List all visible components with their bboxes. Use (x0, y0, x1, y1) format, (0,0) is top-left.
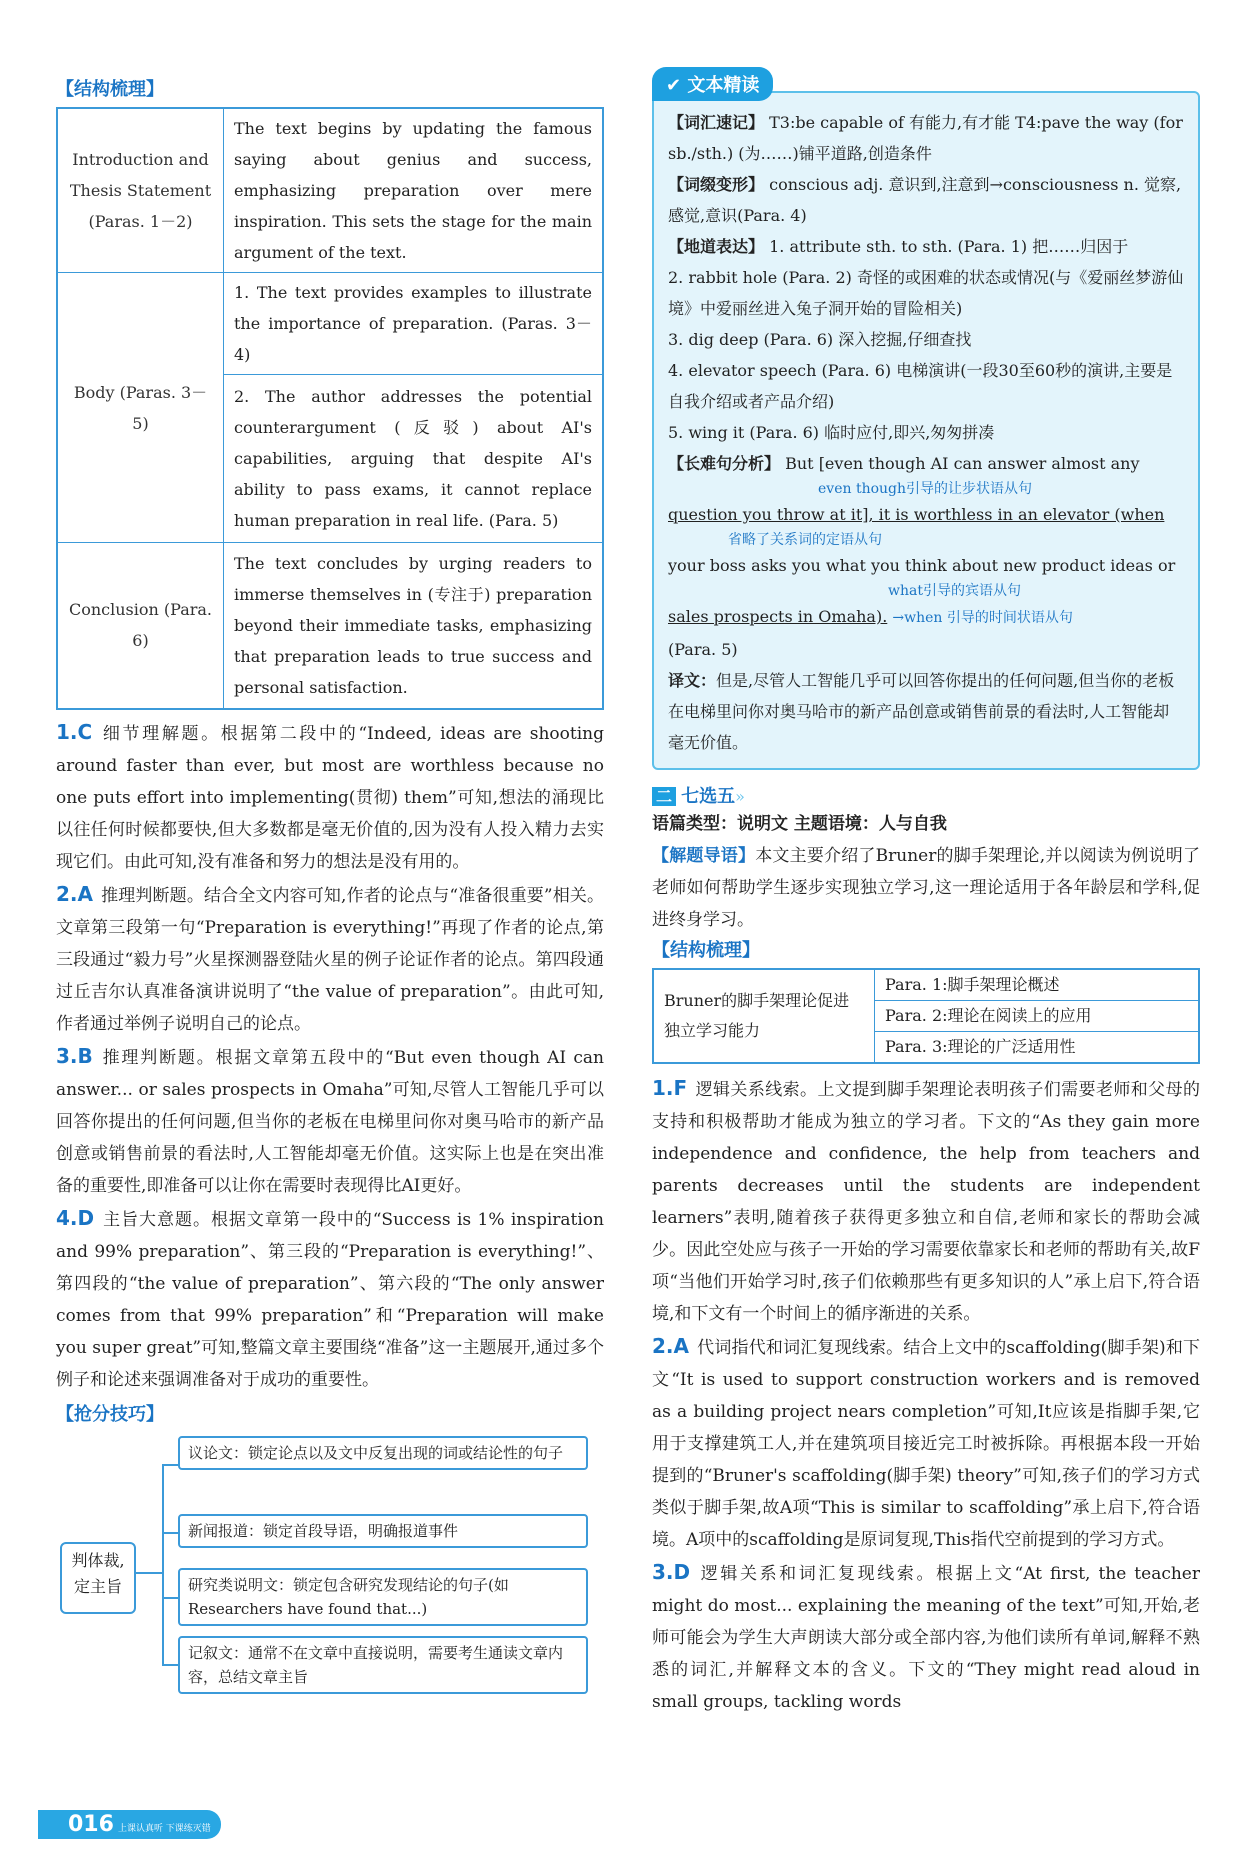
section-cell: Body (Paras. 3－5) (57, 273, 224, 543)
tip-box: 记叙文：通常不在文章中直接说明，需要考生通读文章内容，总结文章主旨 (178, 1636, 588, 1694)
reading-header (652, 67, 773, 101)
answer-number: 1.F (652, 1076, 688, 1100)
guide-text: 本文主要介绍了Bruner的脚手架理论,并以阅读为例说明了老师如何帮助学生逐步实现独立学习,这一理论适用于各年龄层和学科,促进终身学习。 (652, 846, 1200, 930)
answer-text: 逻辑关系和词汇复现线索。根据上文“At first, the teacher might do most... explaining the meaning of the text”可知,开始,老师可能会为学生大声朗读大部分或全部内容,为他们读所有单词,解释不熟悉的词汇,并解释文本的含义。下文的“They might read aloud in small groups, tackling words (652, 1564, 1200, 1712)
page-number-text: 016 (68, 1812, 114, 1837)
table-cell: Para. 3:理论的广泛适用性 (875, 1032, 1200, 1064)
translation-tag: 译文： (668, 671, 717, 690)
deriv-text: conscious adj. 意识到,注意到→consciousness n. 觉察,感觉,意识(Para. 4) (668, 175, 1182, 225)
section-cell: Introduction and Thesis Statement (Paras. 1－2) (57, 108, 224, 273)
table-row (57, 543, 603, 709)
deriv-line (668, 169, 1184, 231)
left-column (56, 75, 604, 1697)
guide-tag: 【解题导语】 (652, 846, 756, 866)
table-row (57, 273, 603, 375)
idiom-item: 2. rabbit hole (Para. 2) 奇怪的或困难的状态或情况(与《爱丽丝梦游仙境》中爱丽丝进入兔子洞开始的冒险相关) (668, 268, 1184, 318)
table-cell: Para. 1:脚手架理论概述 (875, 969, 1200, 1001)
structure-label: 【结构梳理】 (652, 940, 760, 961)
sentence-tag: 【长难句分析】 (668, 454, 781, 473)
sentence-line (668, 448, 1184, 479)
text-cell: 2. The author addresses the potential counterargument (反驳) about AI's capabilities, arguing that despite AI's ability to pass exams, it cannot replace human preparation in real life. (Para. 5) (224, 375, 604, 543)
idiom-line (668, 231, 1184, 262)
tips-root: 判体裁, 定主旨 (60, 1542, 136, 1614)
answer-number: 3.B (56, 1043, 93, 1068)
answer-item (56, 716, 604, 878)
answer-item (652, 1072, 1200, 1330)
vocab-line (668, 107, 1184, 169)
section-cell: Conclusion (Para. 6) (57, 543, 224, 709)
sentence-part: your boss asks you what you think about new product ideas or (668, 556, 1176, 575)
idiom-tag: 【地道表达】 (668, 237, 765, 256)
idiom-item: 4. elevator speech (Para. 6) 电梯演讲(一段30至60秒的演讲,主要是自我介绍或者产品介绍) (668, 361, 1173, 411)
table-row (653, 969, 1199, 1001)
answer-text: 推理判断题。结合全文内容可知,作者的论点与“准备很重要”相关。文章第三段第一句“Preparation is everything!”再现了作者的论点,第三段通过“毅力号”火星探测器登陆火星的例子论证作者的论点。第四段通过丘吉尔认真准备演讲说明了“the value of preparation”。由此可知,作者通过举例子说明自己的论点。 (56, 885, 604, 1034)
grammar-note: even though引导的让步状语从句 (818, 481, 1033, 497)
guide-paragraph (652, 840, 1200, 936)
tips-label: 【抢分技巧】 (56, 1403, 164, 1425)
answer-text: 推理判断题。根据文章第五段中的“But even though AI can answer... or sales prospects in Omaha”可知,尽管人工智能几乎可以回答你提出的任何问题,但当你的老板在电梯里问你对奥马哈市的新产品创意或销售前景的看法时,人工智能却毫无价值。这实际上也是在突出准备的重要性,即准备可以让你在需要时表现得比AI更好。 (56, 1047, 604, 1196)
translation-text: 但是,尽管人工智能几乎可以回答你提出的任何问题,但当你的老板在电梯里问你对奥马哈市的新产品创意或销售前景的看法时,人工智能却毫无价值。 (668, 671, 1175, 752)
right-column (652, 75, 1200, 1718)
sentence-part: (Para. 5) (668, 640, 738, 659)
section-number-icon: 二 (652, 787, 676, 806)
vocab-text: T3:be capable of 有能力,有才能 T4:pave the way (for sb./sth.) (为……)铺平道路,创造条件 (668, 113, 1183, 163)
reading-section (652, 75, 1200, 770)
reading-header-text: 文本精读 (687, 75, 760, 96)
vocab-tag: 【词汇速记】 (668, 113, 765, 132)
answer-number: 1.C (56, 719, 93, 744)
reading-box (652, 91, 1200, 770)
answer-text: 逻辑关系线索。上文提到脚手架理论表明孩子们需要老师和父母的支持和积极帮助才能成为独立的学习者。下文的“As they gain more independence and confidence, the help from teachers and parents decreases until the students are independent learners”表明,随着孩子获得更多独立和自信,老师和家长的帮助会减少。因此空处应与孩子一开始的学习需要依靠家长和老师的帮助有关,故F项“当他们开始学习时,孩子们依赖那些有更多知识的人”承上启下,符合语境,和下文有一个时间上的循序渐进的关系。 (652, 1080, 1200, 1324)
idiom-item: 1. attribute sth. to sth. (Para. 1) 把……归因于 (769, 237, 1129, 256)
idiom-item: 5. wing it (Para. 6) 临时应付,即兴,匆匆拼凑 (668, 423, 995, 442)
answer-text: 主旨大意题。根据文章第一段中的“Success is 1% inspiration and 99% preparation”、第三段的“Preparation is everything!”、第四段的“the value of preparation”、第六段的“The only answer comes from that 99% preparation”和“Preparation will make you super great”可知,整篇文章主要围绕“准备”这一主题展开,通过多个例子和论述来强调准备对于成功的重要性。 (56, 1209, 604, 1390)
connector-line (162, 1532, 178, 1534)
genre-line: 语篇类型：说明文 主题语境：人与自我 (652, 814, 947, 834)
table-row (57, 108, 603, 273)
seven-five-title: 七选五 (681, 786, 736, 807)
seven-five-section (652, 782, 1200, 1718)
answer-text: 代词指代和词汇复现线索。结合上文中的scaffolding(脚手架)和下文“It is used to support construction workers and is removed as a building project nears completion”可知,It应该是指脚手架,它用于支撑建筑工人,并在建筑项目接近完工时被拆除。再根据本段一开始提到的“Bruner's scaffolding(脚手架) theory”可知,孩子们的学习方式类似于脚手架,故A项“This is similar to scaffolding”承上启下,符合语境。A项中的scaffolding是原词复现,This指代空前提到的学习方式。 (652, 1338, 1200, 1550)
answer-item (652, 1556, 1200, 1718)
connector-line (162, 1597, 178, 1599)
sentence-part: question you throw at it], it is worthless in an elevator (when (668, 505, 1165, 524)
grammar-note: →when 引导的时间状语从句 (892, 610, 1073, 626)
page-number (38, 1810, 221, 1839)
deriv-tag: 【词缀变形】 (668, 175, 765, 194)
answer-number: 2.A (56, 881, 93, 906)
translation-line (668, 665, 1184, 758)
structure-table (652, 968, 1200, 1064)
connector-line (162, 1464, 178, 1466)
grammar-note: 省略了关系词的定语从句 (728, 532, 882, 548)
grammar-note: what引导的宾语从句 (888, 583, 1021, 599)
sentence-line (668, 601, 1184, 634)
tip-box: 新闻报道：锁定首段导语，明确报道事件 (178, 1514, 588, 1548)
sentence-part: sales prospects in Omaha). (668, 607, 888, 626)
page-slogan: 上课认真听 下课练灭错 (117, 1824, 211, 1834)
answer-item (652, 1330, 1200, 1556)
sentence-part: But [even though AI can answer almost any (785, 454, 1140, 473)
answer-number: 4.D (56, 1205, 95, 1230)
connector-line (136, 1572, 162, 1574)
connector-line (162, 1464, 164, 1664)
connector-line (162, 1664, 178, 1666)
text-cell: The text begins by updating the famous saying about genius and success, emphasizing preparation over mere inspiration. This sets the stage for the main argument of the text. (224, 108, 604, 273)
text-cell: 1. The text provides examples to illustrate the importance of preparation. (Paras. 3－4) (224, 273, 604, 375)
answer-number: 3.D (652, 1560, 691, 1584)
idiom-item: 3. dig deep (Para. 6) 深入挖掘,仔细查找 (668, 330, 972, 349)
answer-text: 细节理解题。根据第二段中的“Indeed, ideas are shooting around faster than ever, but most are worthless because no one puts effort into implementing(贯彻) them”可知,想法的涌现比以往任何时候都要快,但大多数都是毫无价值的,因为没有人投入精力去实现它们。由此可知,没有准备和努力的想法是没有用的。 (56, 723, 604, 872)
answer-item (56, 1202, 604, 1396)
tips-mindmap (56, 1432, 604, 1697)
answer-number: 2.A (652, 1334, 689, 1358)
structure-label: 【结构梳理】 (56, 79, 164, 100)
text-cell: The text concludes by urging readers to immerse themselves in (专注于) preparation beyond their immediate tasks, emphasizing that preparation leads to true success and personal satisfaction. (224, 543, 604, 709)
tip-box: 研究类说明文：锁定包含研究发现结论的句子(如Researchers have found that...) (178, 1568, 588, 1626)
chevron-right-icon: » (735, 787, 745, 806)
tip-box: 议论文：锁定论点以及文中反复出现的词或结论性的句子 (178, 1436, 588, 1470)
check-icon: ✔ (666, 75, 688, 96)
answer-item (56, 1040, 604, 1202)
answer-item (56, 878, 604, 1040)
structure-table (56, 107, 604, 710)
table-cell: Bruner的脚手架理论促进独立学习能力 (653, 969, 875, 1063)
seven-five-header (652, 782, 1200, 808)
table-cell: Para. 2:理论在阅读上的应用 (875, 1001, 1200, 1032)
